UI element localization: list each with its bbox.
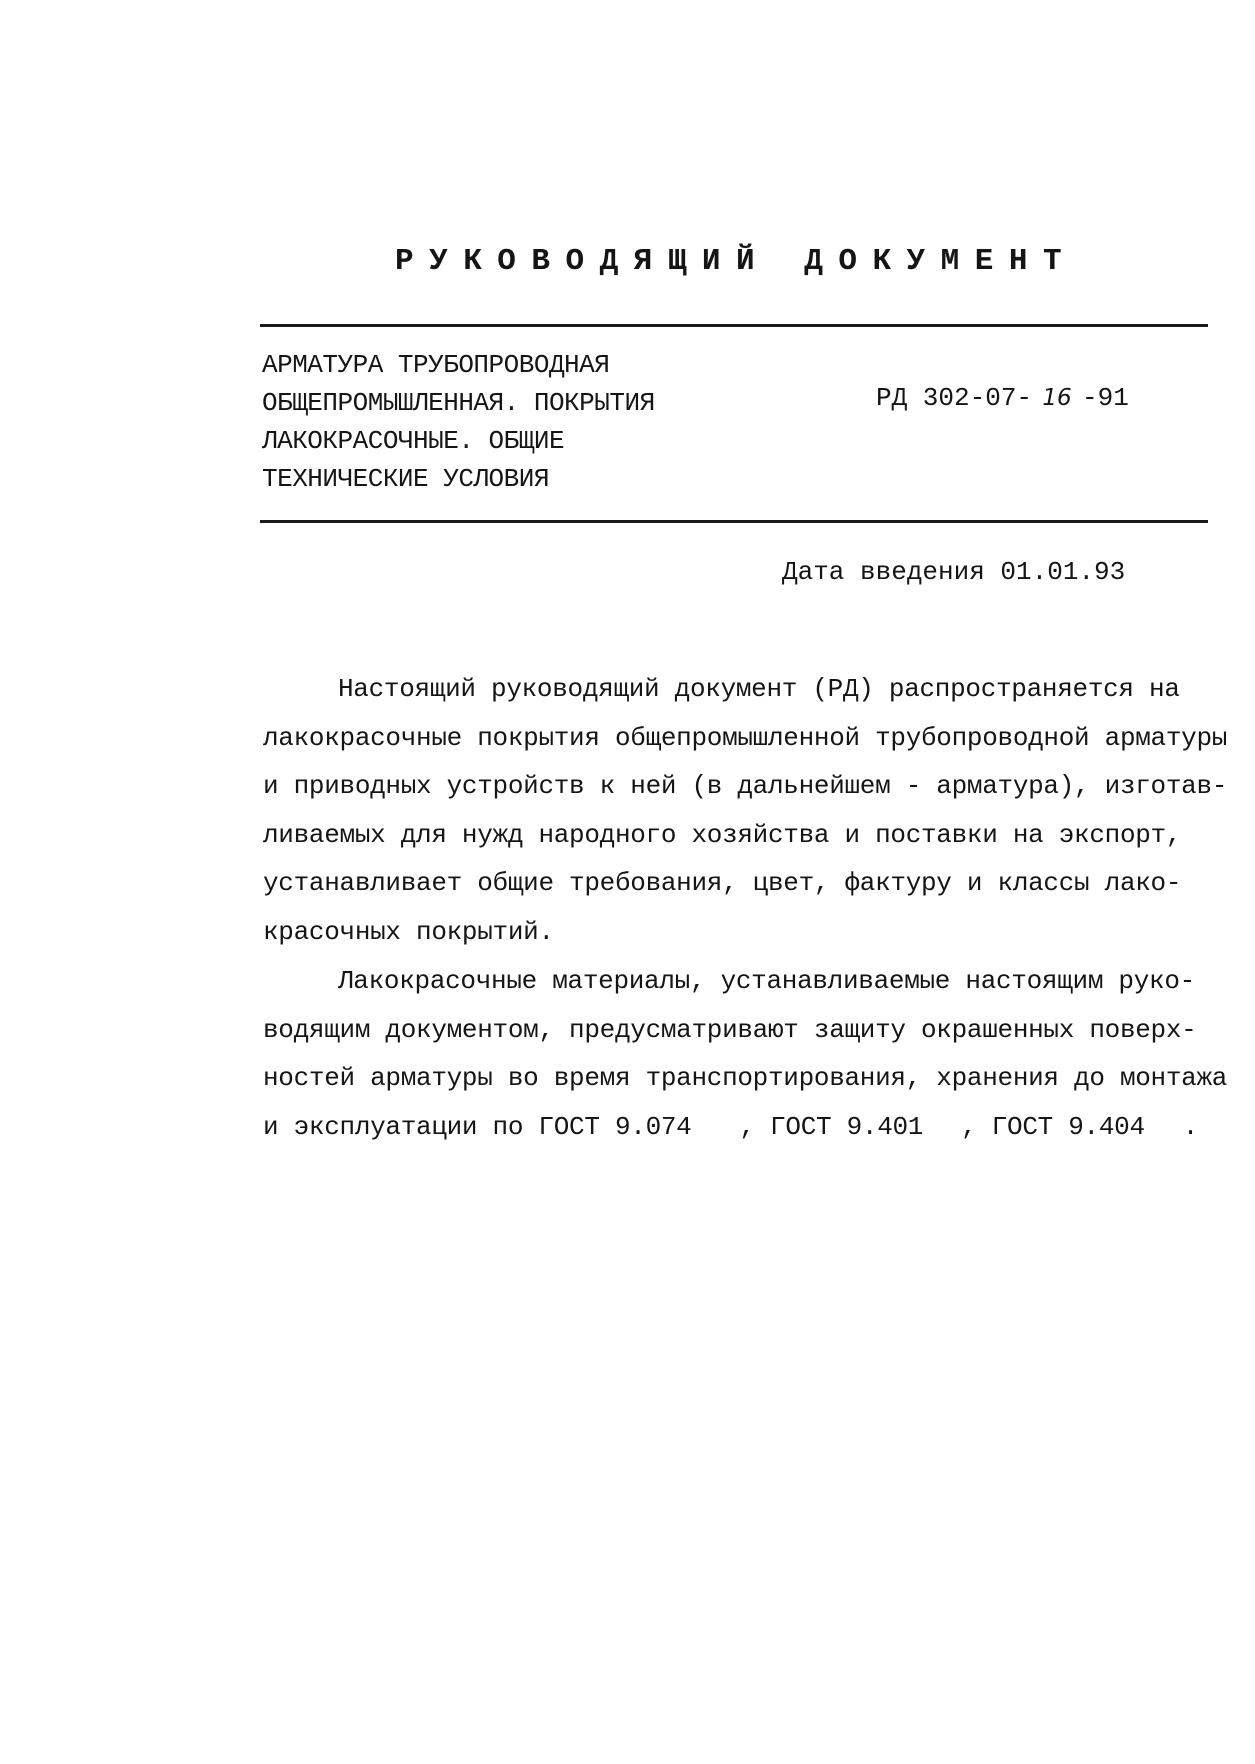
paragraph-line: красочных покрытий. <box>263 916 554 947</box>
designation-suffix: -91 <box>1082 383 1129 413</box>
paragraph-last-line <box>263 1103 1223 1152</box>
paragraph-line: ливаемых для нужд народного хозяйства и поставки на экспорт, <box>263 819 1182 850</box>
paragraph-line: и приводных устройств к ней (в дальнейшем - арматура), изготав- <box>263 771 1228 801</box>
sentence-end: . <box>1182 1111 1199 1142</box>
paragraph-line: Настоящий руководящий документ (РД) распространяется на <box>338 674 1180 704</box>
standards-lead: и эксплуатации по ГОСТ 9.074 <box>263 1111 692 1142</box>
paragraph-line: водящим документом, предусматривают защиту окрашенных поверх- <box>263 1014 1197 1045</box>
document-title <box>262 346 655 498</box>
introduction-date: Дата введения 01.01.93 <box>782 557 1126 587</box>
title-line: ЛАКОКРАСОЧНЫЕ. ОБЩИЕ <box>262 426 565 456</box>
paragraph-line: Лакокрасочные материалы, устанавливаемые настоящим руко- <box>338 966 1195 996</box>
standard-ref: , ГОСТ 9.404 <box>961 1111 1145 1142</box>
standard-ref: , ГОСТ 9.401 <box>739 1111 924 1142</box>
title-line: АРМАТУРА ТРУБОПРОВОДНАЯ <box>262 350 610 380</box>
paragraph-line: лакокрасочные покрытия общепромышленной трубопроводной арматуры <box>263 722 1228 753</box>
document-heading: РУКОВОДЯЩИЙ ДОКУМЕНТ <box>395 244 1078 279</box>
body-text <box>263 665 1228 1151</box>
designation-prefix: РД 302-07- <box>876 383 1033 413</box>
bottom-divider <box>260 520 1208 523</box>
document-designation <box>876 383 1129 413</box>
paragraph-line: ностей арматуры во время транспортирования, хранения до монтажа <box>263 1063 1228 1093</box>
top-divider <box>260 324 1208 327</box>
title-line: ТЕХНИЧЕСКИЕ УСЛОВИЯ <box>262 464 549 494</box>
paragraph-line: устанавливает общие требования, цвет, фактуру и классы лако- <box>263 868 1182 898</box>
designation-number: 16 <box>1042 385 1072 411</box>
title-line: ОБЩЕПРОМЫШЛЕННАЯ. ПОКРЫТИЯ <box>262 388 655 418</box>
